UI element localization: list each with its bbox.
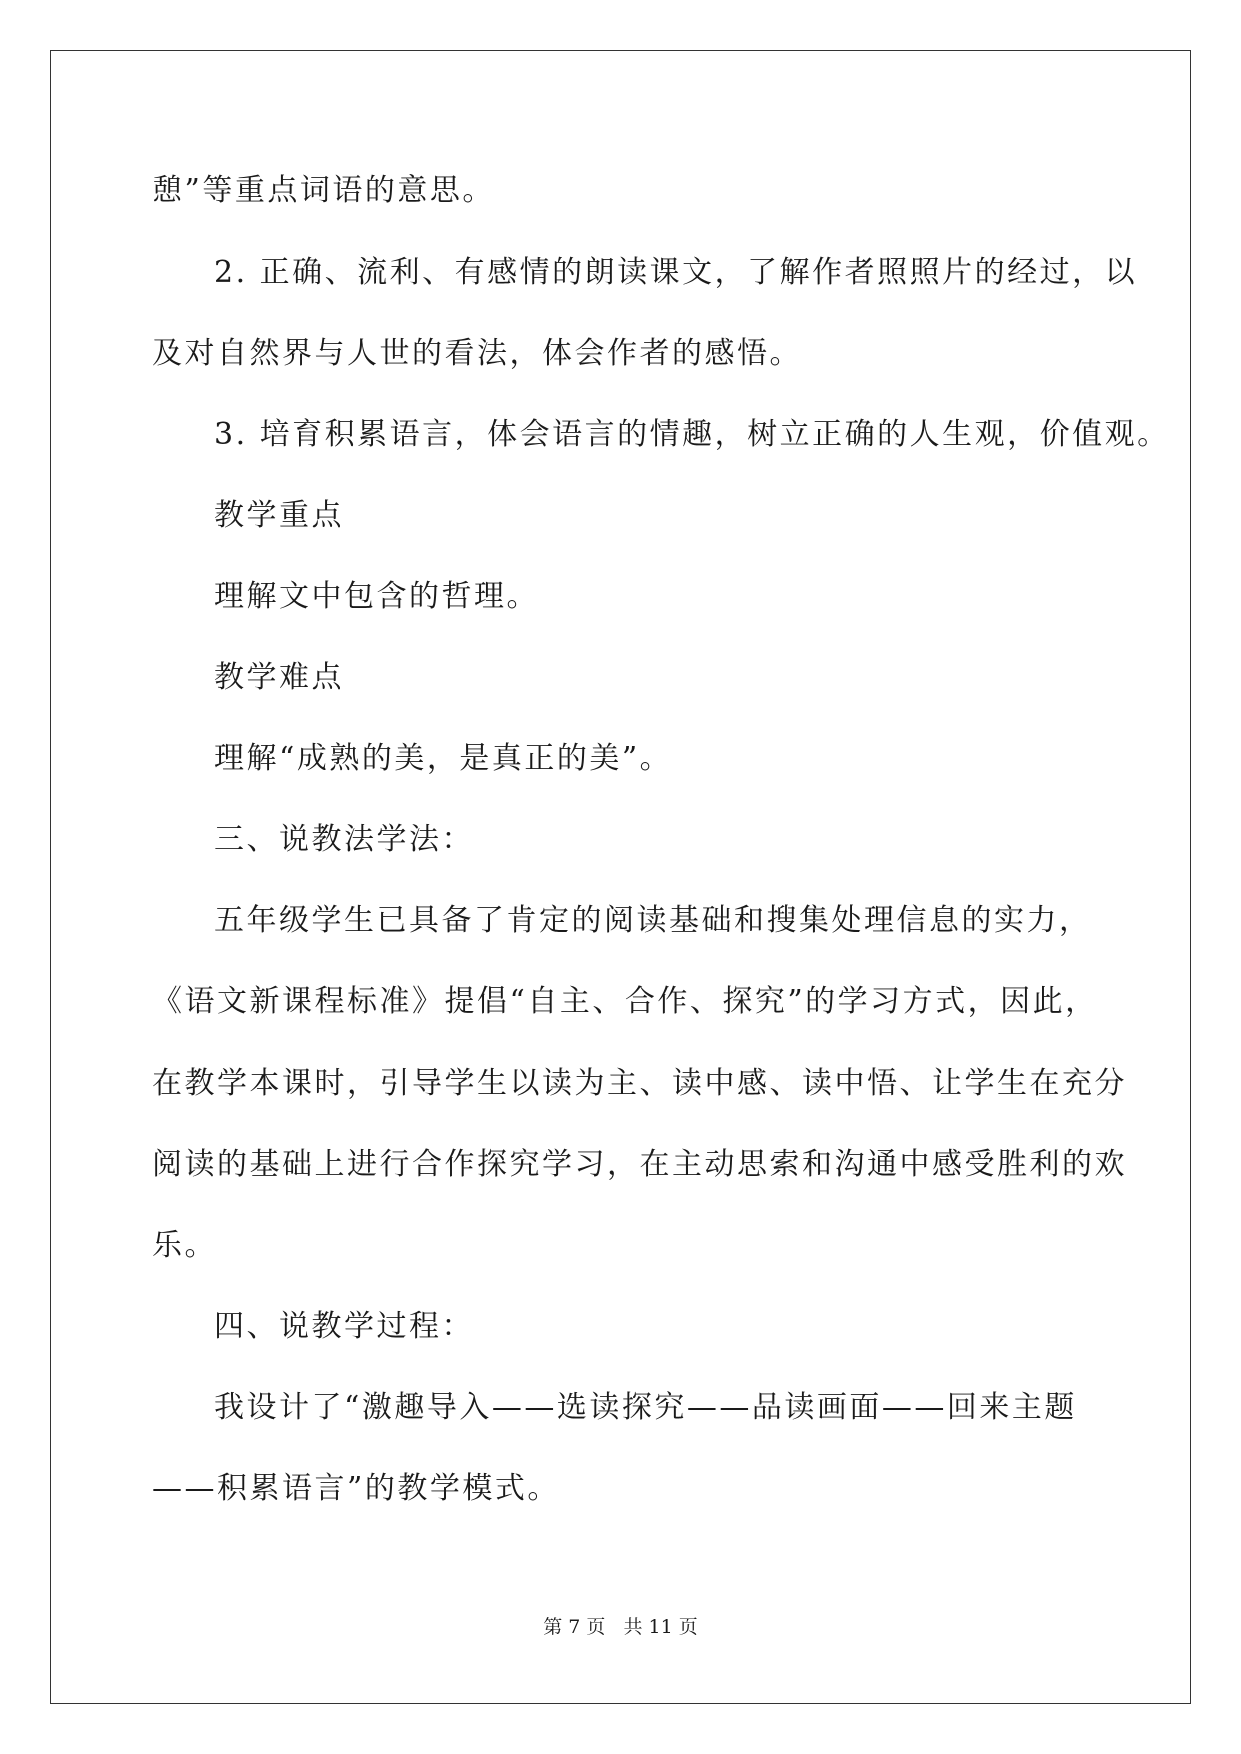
text-line: 在教学本课时，引导学生以读为主、读中感、读中悟、让学生在充分 <box>152 1066 1127 1101</box>
section-heading: 四、说教学过程： <box>214 1309 474 1344</box>
text-line: 憩”等重点词语的意思。 <box>152 173 495 208</box>
text-line: 《语文新课程标准》提倡“自主、合作、探究”的学习方式，因此， <box>152 984 1098 1019</box>
section-heading: 三、说教法学法： <box>214 822 474 857</box>
text-line: 理解“成熟的美，是真正的美”。 <box>214 741 673 776</box>
text-line: 及对自然界与人世的看法，体会作者的感悟。 <box>152 336 802 371</box>
text-line: 阅读的基础上进行合作探究学习，在主动思索和沟通中感受胜利的欢 <box>152 1147 1127 1182</box>
text-line: 理解文中包含的哲理。 <box>214 579 539 614</box>
text-line: 2. 正确、流利、有感情的朗读课文，了解作者照照片的经过，以 <box>214 255 1138 290</box>
text-line: 乐。 <box>152 1228 217 1263</box>
page-number: 第 7 页 共 11 页 <box>543 1616 698 1638</box>
text-line: 五年级学生已具备了肯定的阅读基础和搜集处理信息的实力， <box>214 903 1092 938</box>
text-line: ——积累语言”的教学模式。 <box>152 1471 560 1506</box>
section-heading: 教学难点 <box>214 660 344 695</box>
page-border <box>50 50 1191 1704</box>
section-heading: 教学重点 <box>214 498 344 533</box>
text-line: 我设计了“激趣导入——选读探究——品读画面——回来主题 <box>214 1390 1077 1425</box>
text-line: 3. 培育积累语言，体会语言的情趣，树立正确的人生观，价值观。 <box>214 417 1170 452</box>
